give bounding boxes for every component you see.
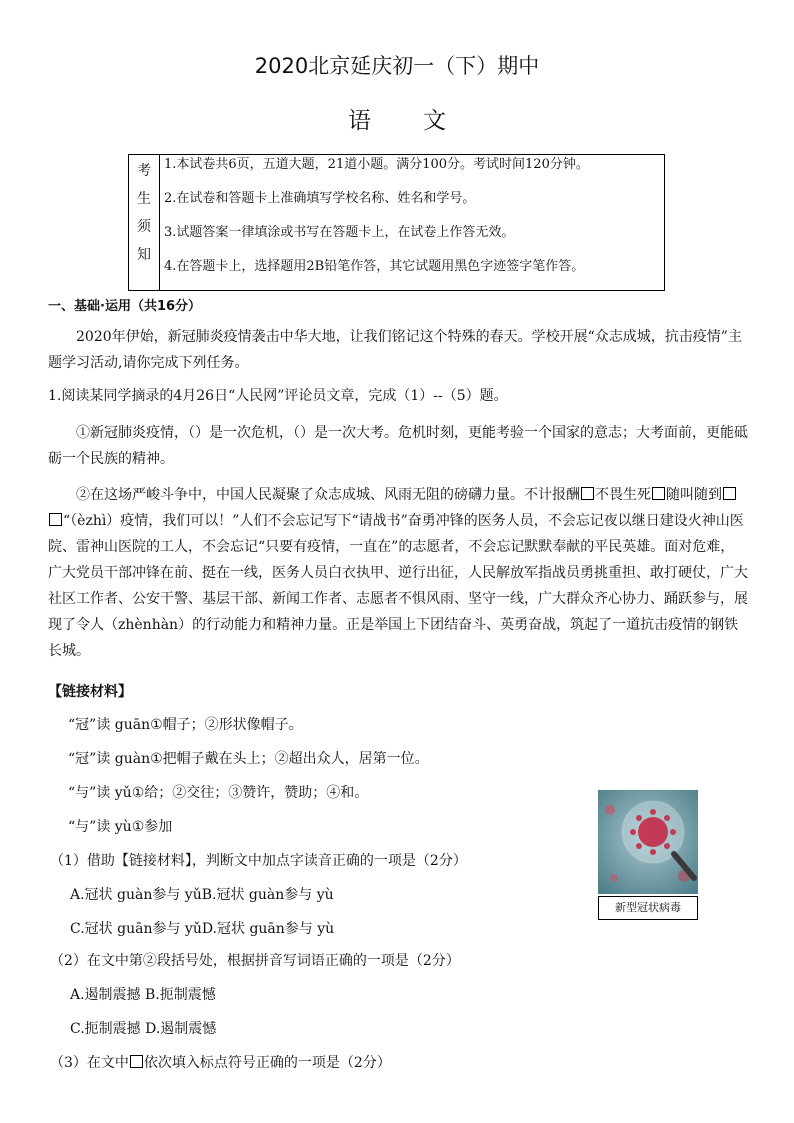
notice-label-char: 知 xyxy=(137,247,151,263)
notice-item: 3.试题答案一律填涂或书写在答题卡上，在试卷上作答无效。 xyxy=(164,225,515,240)
sub-question-2: （2）在文中第②段括号处，根据拼音写词语正确的一项是（2分） xyxy=(50,953,460,969)
link-item: “与”读 yǔ①给；②交往；③赞许，赞助；④和。 xyxy=(68,785,369,801)
subject-title: 语文 xyxy=(348,108,498,134)
virus-image xyxy=(598,790,698,894)
link-item: “与”读 yù①参加 xyxy=(68,819,173,835)
link-material-title: 【链接材料】 xyxy=(48,684,132,700)
sub-question-2-options-cd: C.扼制震撼 D.遏制震憾 xyxy=(70,1021,217,1037)
notice-item: 4.在答题卡上，选择题用2B铅笔作答，其它试题用黑色字迹签字笔作答。 xyxy=(164,259,585,274)
sub-question-1-options-ab: A.冠状 guàn参与 yǔB.冠状 guàn参与 yù xyxy=(70,887,334,903)
blank-box xyxy=(581,487,594,500)
notice-item: 1.本试卷共6页，五道大题，21道小题。满分100分。考试时间120分钟。 xyxy=(164,157,589,172)
notice-list xyxy=(160,155,664,290)
sub-question-2-options-ab: A.遏制震撼 B.扼制震憾 xyxy=(70,987,216,1003)
blank-box xyxy=(723,487,736,500)
page-title: 2020北京延庆初一（下）期中 xyxy=(254,54,540,78)
notice-box xyxy=(128,154,665,291)
question-1: 1.阅读某同学摘录的4月26日“人民网”评论员文章，完成（1）--（5）题。 xyxy=(48,388,508,404)
link-item: “冠”读 guàn①把帽子戴在头上；②超出众人，居第一位。 xyxy=(68,751,429,767)
virus-figure xyxy=(598,790,698,922)
sub3-text-b: 依次填入标点符号正确的一项是（2分） xyxy=(143,1055,391,1071)
notice-label xyxy=(129,155,160,290)
notice-label-char: 考 xyxy=(137,163,151,179)
para2-text-d: “（èzhì）疫情，我们可以！”人们不会忘记写下“请战书”奋勇冲锋的医务人员，不会忘记夜以继日建设火神山医院、雷神山医院的工人，不会忘记“只要有疫情，一直在”的志愿者，不会忘记默默奉献的平民英雄。面对危难，广大党员干部冲锋在前、挺在一线，医务人员白衣执甲、逆行出征，人民解放军指战员勇挑重担、敢打硬仗，广大社区工作者、公安干警、基层干部、新闻工作者、志愿者不惧风雨、坚守一线，广大群众齐心协力、踊跃参与，展现了令人（zhènhàn）的行动能力和精神力量。正是举国上下团结奋斗、英勇奋战，筑起了一道抗击疫情的钢铁长城。 xyxy=(48,513,748,659)
sub-question-1-options-cd: C.冠状 guān参与 yǔD.冠状 guān参与 yù xyxy=(70,921,335,937)
blank-box xyxy=(49,513,62,526)
notice-item: 2.在试卷和答题卡上准确填写学校名称、姓名和学号。 xyxy=(164,191,476,206)
notice-label-char: 生 xyxy=(137,191,151,207)
virus-illustration xyxy=(598,790,698,894)
sub-question-3 xyxy=(50,1053,750,1073)
intro-paragraph: 2020年伊始，新冠肺炎疫情袭击中华大地，让我们铭记这个特殊的春天。学校开展“众志成城，抗击疫情”主题学习活动,请你完成下列任务。 xyxy=(48,329,742,371)
figure-caption: 新型冠状病毒 xyxy=(598,896,698,920)
passage-paragraph-2 xyxy=(48,482,748,664)
para2-text-b: 不畏生死 xyxy=(595,487,651,503)
section-heading: 一、基础·运用（共16分） xyxy=(48,299,202,314)
sub3-text-a: （3）在文中 xyxy=(50,1055,129,1071)
passage-paragraph-1: ①新冠肺炎疫情，（）是一次危机，（）是一次大考。危机时刻，更能考验一个国家的意志；大考面前，更能砥砺一个民族的精神。 xyxy=(48,425,748,467)
para2-text-c: 随叫随到 xyxy=(666,487,722,503)
link-item: “冠”读 guān①帽子；②形状像帽子。 xyxy=(68,717,303,733)
sub-question-1: （1）借助【链接材料】，判断文中加点字读音正确的一项是（2分） xyxy=(50,853,467,869)
para2-text-a: ②在这场严峻斗争中，中国人民凝聚了众志成城、风雨无阻的磅礴力量。不计报酬 xyxy=(76,487,580,503)
blank-box xyxy=(130,1055,143,1068)
blank-box xyxy=(652,487,665,500)
notice-label-char: 须 xyxy=(137,219,151,235)
